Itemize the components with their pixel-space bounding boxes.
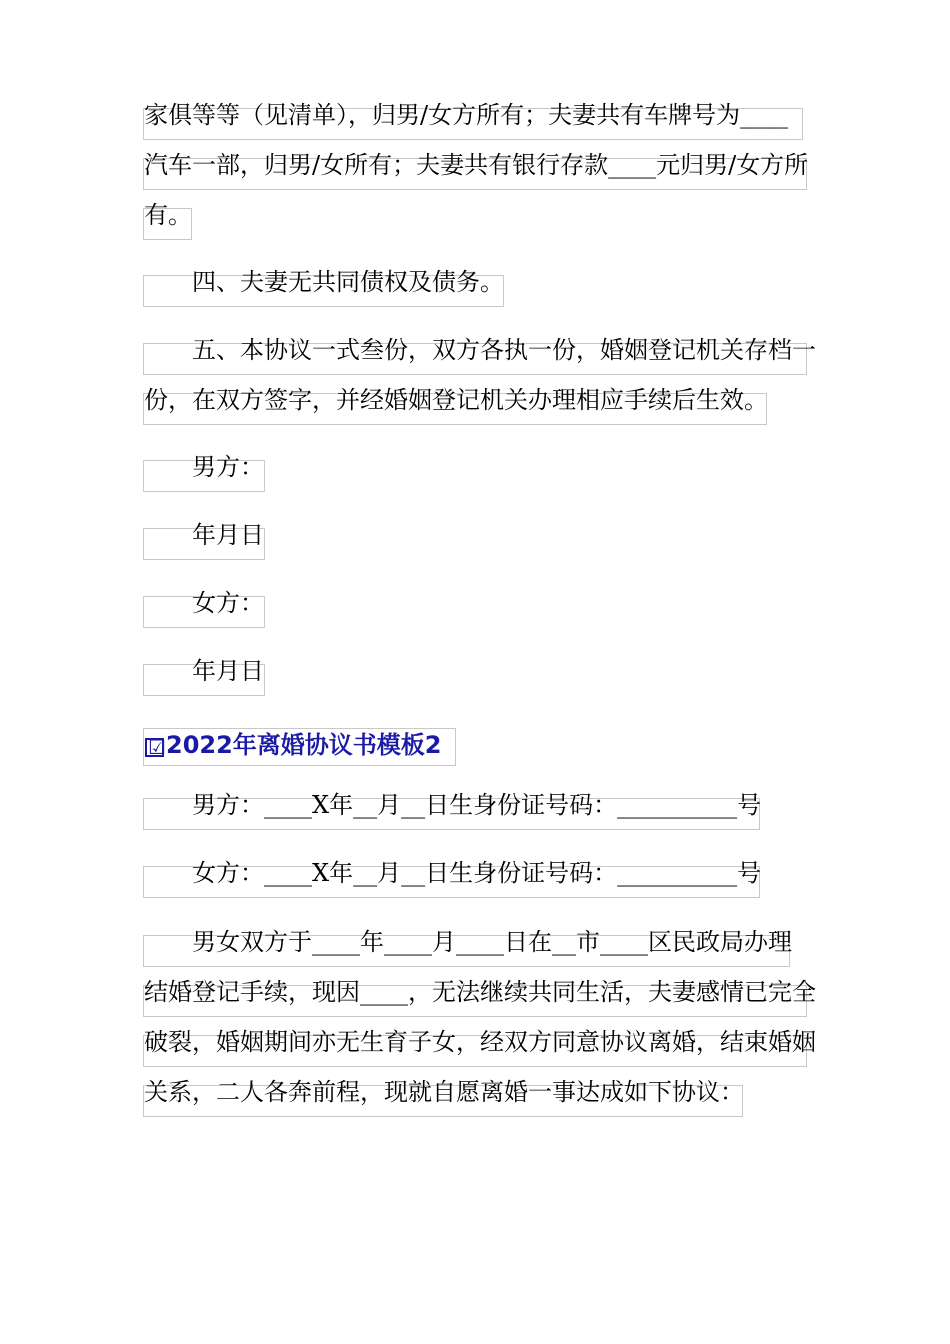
line-text: 女方：____X年__月__日生身份证号码：__________号 bbox=[144, 859, 762, 887]
line-text: 男女双方于____年____月____日在__市____区民政局办理 bbox=[144, 928, 792, 956]
checkbox-icon: ☑ bbox=[145, 738, 164, 757]
text-line bbox=[143, 521, 265, 560]
text-line bbox=[143, 657, 265, 696]
line-text: 男方： bbox=[144, 453, 264, 481]
line-text: 家俱等等（见清单），归男/女方所有；夫妻共有车牌号为____ bbox=[144, 101, 789, 129]
text-line bbox=[143, 151, 809, 190]
line-text: 有。 bbox=[144, 201, 192, 229]
line-text: 四、夫妻无共同债权及债务。 bbox=[144, 268, 504, 296]
text-line bbox=[143, 386, 768, 425]
text-line bbox=[143, 201, 192, 240]
text-line bbox=[143, 1078, 744, 1117]
text-line bbox=[143, 1028, 816, 1067]
text-line bbox=[143, 453, 265, 492]
line-text: 女方： bbox=[144, 589, 264, 617]
section-heading bbox=[143, 728, 456, 766]
text-line bbox=[143, 589, 265, 628]
text-line bbox=[143, 101, 803, 140]
text-line bbox=[143, 268, 504, 307]
line-text: 五、本协议一式叁份，双方各执一份，婚姻登记机关存档一 bbox=[144, 336, 816, 364]
text-line bbox=[143, 978, 816, 1017]
line-text: 结婚登记手续，现因____，无法继续共同生活，夫妻感情已完全 bbox=[144, 978, 816, 1006]
line-text: 关系，二人各奔前程，现就自愿离婚一事达成如下协议： bbox=[144, 1078, 744, 1106]
line-text: 份，在双方签字，并经婚姻登记机关办理相应手续后生效。 bbox=[144, 386, 768, 414]
line-text: 年月日 bbox=[144, 657, 264, 685]
text-line bbox=[143, 336, 816, 375]
line-text: 男方：____X年__月__日生身份证号码：__________号 bbox=[144, 791, 762, 819]
line-text: 年月日 bbox=[144, 521, 264, 549]
heading-title: 2022年离婚协议书模板2 bbox=[166, 731, 442, 759]
text-line bbox=[143, 859, 762, 898]
line-text: 破裂，婚姻期间亦无生育子女，经双方同意协议离婚，结束婚姻 bbox=[144, 1028, 816, 1056]
line-text: 汽车一部，归男/女所有；夫妻共有银行存款____元归男/女方所 bbox=[144, 151, 809, 179]
text-line bbox=[143, 928, 792, 967]
text-line bbox=[143, 791, 762, 830]
